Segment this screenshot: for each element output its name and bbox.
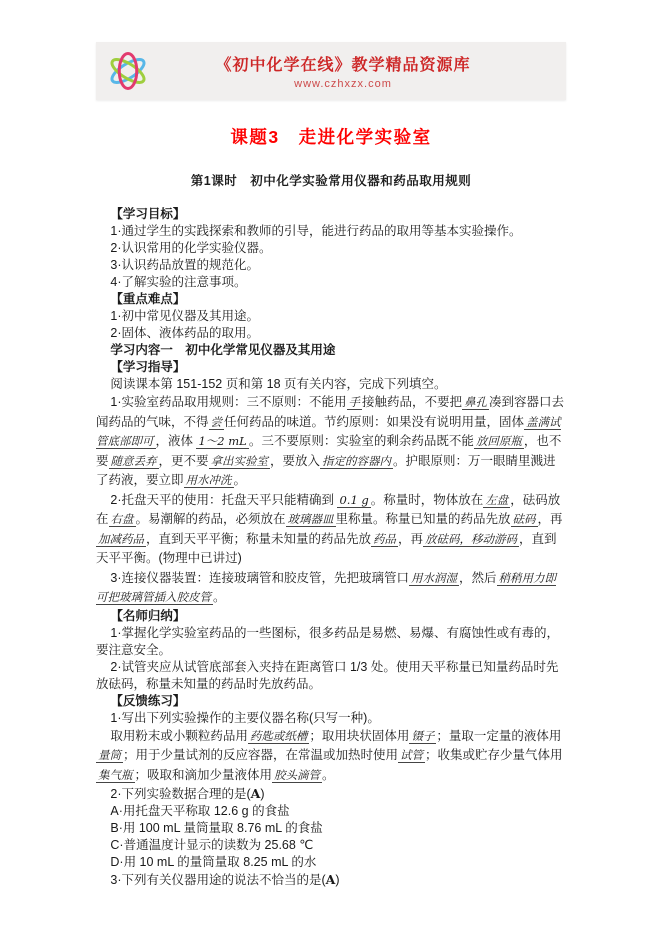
answer-blank: 左盘 <box>485 492 509 507</box>
answer-blank: 尝 <box>210 414 223 429</box>
paragraph <box>96 308 566 325</box>
atom-logo-icon <box>96 46 160 96</box>
document-title: 课题3 走进化学实验室 <box>230 127 432 147</box>
answer-blank: 随意丢弃 <box>110 453 157 468</box>
paragraph <box>96 727 566 786</box>
text-run: 【名师归纳】 <box>110 608 186 623</box>
paragraph <box>96 223 566 240</box>
section-heading-learning-goals <box>96 206 566 223</box>
text-run: ，液体 <box>155 434 197 448</box>
answer-blank: 量筒 <box>98 748 121 762</box>
answer-blank: 药匙或纸槽 <box>249 728 308 743</box>
paragraph <box>96 803 566 820</box>
text-run: C·普通温度计显示的读数为 25.68 ℃ <box>110 838 314 852</box>
text-run: ，然后 <box>459 570 497 585</box>
paragraph <box>96 257 566 274</box>
text-run: 。 <box>322 767 335 782</box>
text-run: 1·通过学生的实践探索和教师的引导，能进行药品的取用等基本实验操作。 <box>110 224 522 238</box>
text-run: 凑到容器口去闻药品的气味，不得 <box>96 395 565 429</box>
lesson-topic-one <box>96 342 566 359</box>
text-run: B·用 100 mL 量筒量取 8.76 mL 的食盐 <box>110 821 323 835</box>
text-run: 2·认识常用的化学实验仪器。 <box>110 241 272 255</box>
paragraph <box>96 854 566 871</box>
answer-blank: 用水润湿 <box>411 570 457 585</box>
section-heading-key-points <box>96 291 566 308</box>
paragraph <box>96 871 566 889</box>
text-run: 接触药品，不要把 <box>362 395 463 409</box>
section-heading-teacher-summary <box>96 608 566 625</box>
text-run: 。易潮解的药品，必须放在 <box>135 512 286 526</box>
text-run: ，直到天平平衡。(物理中已讲过) <box>96 531 557 565</box>
text-run: 3·连接仪器装置：连接玻璃管和胶皮管，先把玻璃管口 <box>110 570 409 585</box>
text-run: ，要放入 <box>270 453 321 468</box>
text-run: ，再 <box>537 512 563 526</box>
answer-blank: 右盘 <box>110 512 134 526</box>
paragraph <box>96 785 566 803</box>
answer-blank: 试管 <box>400 748 424 762</box>
section-heading-feedback-exercises <box>96 693 566 710</box>
text-run: 3·下列有关仪器用途的说法不恰当的是( <box>110 873 326 887</box>
site-url: www.czhxzx.com <box>294 78 392 90</box>
text-run: 1·实验室药品取用规则：三不原则：不能用 <box>110 395 347 409</box>
paragraph <box>96 393 566 491</box>
text-run: ，更不要 <box>158 453 209 468</box>
text-run: ，砝码放在 <box>96 492 561 526</box>
text-run: 。护眼原则：万一眼睛里溅进了药液，要立即 <box>96 453 556 487</box>
text-run: ) <box>260 787 265 801</box>
text-run: 【学习指导】 <box>110 360 186 374</box>
paragraph <box>96 274 566 291</box>
answer-blank: 指定的容器内 <box>322 453 392 468</box>
section-heading-study-guide <box>96 359 566 376</box>
text-run: ；吸取和滴加少量液体用 <box>134 767 273 782</box>
text-run: ；取用块状固体用 <box>309 728 410 743</box>
answer-letter: A <box>325 872 336 887</box>
answer-blank: 拿出实验室 <box>210 453 269 468</box>
paragraph <box>96 710 566 727</box>
text-run: 。三不要原则：实验室的剩余药品既不能 <box>248 434 474 448</box>
answer-blank: 鼻孔 <box>464 395 488 409</box>
site-header-text <box>160 52 566 90</box>
answer-blank: 镊子 <box>411 728 435 743</box>
answer-blank: 用水冲洗 <box>185 473 232 487</box>
text-run: 2·固体、液体药品的取用。 <box>110 326 259 340</box>
paragraph <box>96 376 566 393</box>
text-run: 4·了解实验的注意事项。 <box>110 275 247 289</box>
text-run: ，也不要 <box>96 434 562 468</box>
answer-blank: 盖满试管底部即可 <box>96 414 561 448</box>
answer-blank: 放回原瓶 <box>475 434 522 448</box>
text-run: 取用粉末或小颗粒药品用 <box>110 728 248 743</box>
paragraph <box>96 325 566 342</box>
text-run: 【学习目标】 <box>110 207 186 221</box>
answer-blank: 0.1 g <box>339 492 369 507</box>
text-run: ；量取一定量的液体用 <box>436 728 562 743</box>
text-run: 2·下列实验数据合理的是( <box>110 787 251 801</box>
paragraph <box>96 569 566 608</box>
answer-blank: 集气瓶 <box>98 767 133 782</box>
text-run: ，直到天平平衡；称量未知量的药品先放 <box>146 531 372 546</box>
text-run: 学习内容一 初中化学常见仪器及其用途 <box>110 343 336 357</box>
text-run: 1·写出下列实验操作的主要仪器名称(只写一种)。 <box>110 710 380 725</box>
text-run: 3·认识药品放置的规范化。 <box>110 258 259 272</box>
text-run: 任何药品的味道。节约原则：如果没有说明用量，固体 <box>224 414 525 429</box>
answer-blank: 手 <box>348 395 360 409</box>
text-run: 阅读课本第 151-152 页和第 18 页有关内容，完成下列填空。 <box>110 377 447 391</box>
site-header-banner <box>96 42 566 100</box>
text-run: 【重点难点】 <box>110 292 186 306</box>
answer-blank: 稍稍用力即可把玻璃管插入胶皮管 <box>96 570 557 604</box>
site-title: 《初中化学在线》教学精品资源库 <box>215 57 471 74</box>
answer-blank: 放砝码，移动游码 <box>425 531 518 546</box>
paragraph <box>96 837 566 854</box>
answer-blank: 砝码 <box>512 512 536 526</box>
paragraph <box>96 491 566 569</box>
answer-blank: 胶头滴管 <box>274 767 321 782</box>
text-run: 1·掌握化学实验室药品的一些图标，很多药品是易燃、易爆、有腐蚀性或有毒的，要注意安全。 <box>96 625 559 657</box>
text-run: A·用托盘天平称取 12.6 g 的食盐 <box>110 804 290 818</box>
text-run: 。称量时，物体放在 <box>370 492 484 507</box>
paragraph <box>96 240 566 257</box>
text-run: 2·托盘天平的使用：托盘天平只能精确到 <box>110 492 338 507</box>
text-run: 【反馈练习】 <box>110 693 186 708</box>
text-run: ，再 <box>398 531 424 546</box>
text-run: ) <box>335 873 340 887</box>
text-run: 2·试管夹应从试管底部套入夹持在距离管口 1/3 处。使用天平称量已知量药品时先放砝码，称量未知量的药品时先放药品。 <box>96 659 559 691</box>
text-run: ；收集或贮存少量气体用 <box>425 748 563 762</box>
answer-blank: 药品 <box>373 531 397 546</box>
paragraph <box>96 820 566 837</box>
document-subtitle: 第1课时 初中化学实验常用仪器和药品取用规则 <box>190 174 472 188</box>
text-run: ；用于少量试剂的反应容器，在常温或加热时使用 <box>123 748 399 762</box>
document-body <box>96 206 566 889</box>
text-run: 。 <box>233 473 247 487</box>
paragraph <box>96 625 566 659</box>
answer-blank: 1～2 mL <box>198 434 247 448</box>
answer-blank: 玻璃器皿 <box>287 512 334 526</box>
text-run: 1·初中常见仪器及其用途。 <box>110 309 259 323</box>
paragraph <box>96 659 566 693</box>
text-run: D·用 10 mL 的量筒量取 8.25 mL 的水 <box>110 855 317 869</box>
answer-blank: 加减药品 <box>98 531 144 546</box>
text-run: 里称量。称量已知量的药品先放 <box>335 512 511 526</box>
answer-letter: A <box>250 786 261 801</box>
text-run: 。 <box>213 590 226 604</box>
